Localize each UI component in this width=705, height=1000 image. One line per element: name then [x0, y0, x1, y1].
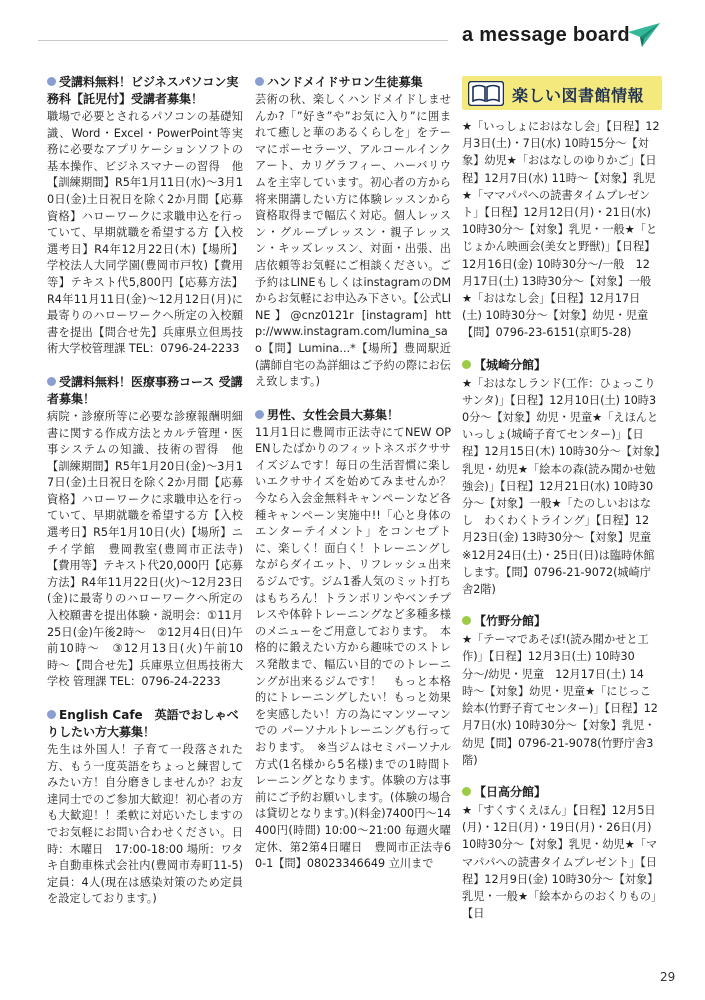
library-takeno — [462, 612, 660, 769]
library-branch-body: ★「おはなしランド(工作：ひょっこりサンタ)」【日程】12月10日(土) 10時30分〜【対象】幼児・児童★「えほんといっしょ(城崎子育てセンター)」【日程】12月15日(木) 10時30分〜【対象】乳児・幼児★「絵本の森(読み聞かせ勉強会)」【日程】12月21日(水) 10時30分〜【対象】一般★「たのしいおはなし わくわくトライング」【日程】12月23日(金) 13時30分〜【対象】児童※12月24日(土)・25日(日)は臨時休館します。【問】0796-21-9072(城崎庁舎2階) — [462, 376, 660, 597]
library-main — [462, 118, 660, 342]
paper-plane-icon — [626, 20, 662, 50]
notice-title: 受講料無料！ビジネスパソコン実務科【託児付】受講者募集！ — [47, 75, 239, 106]
bullet-dot — [47, 377, 56, 386]
notice-body: 職場で必要とされるパソコンの基礎知識、Word・Excel・PowerPoint等実務に必要なアプリケーションソフトの基本操作、ビジネスマナーの習得 他【訓練期間】R5年1月11日(水)〜3月10日(金)土日祝日を除く2か月間【応募資格】ハローワークに求職申込を行っていて、早期就職を希望する方【入校選考日】R4年12月22日(木)【場所】学校法人大同学園(豊岡市戸牧)【費用等】テキスト代5,800円【応募方法】R4年11月11日(金)〜12月12日(月)に最寄りのハローワークへ所定の入校願書を提出【問合せ先】兵庫県立但馬技術大学校管理課 TEL：0796-24-2233 — [47, 110, 243, 356]
notice-fitness-gym — [255, 407, 451, 873]
open-book-icon — [468, 81, 504, 106]
library-branch-title: 【城崎分館】 — [462, 356, 660, 374]
library-kinosaki — [462, 356, 660, 599]
notice-title: 男性、女性会員大募集！ — [255, 407, 451, 424]
bullet-dot — [47, 710, 56, 719]
library-hidaka — [462, 783, 660, 922]
notice-body: 11月1日に豊岡市正法寺にてNEW OPENしたばかりのフィットネスボクササイズジムです！毎日の生活習慣に楽しいエクササイズを始めてみませんか？今なら入会金無料キャンペーンなど各種キャンペーン実施中!!「心と身体のエンターテイメント」をコンセプトに、楽しく！面白く！トレーニングしながらダイエット、リフレッシュ出来るジムです。ジム1番人気のミット打ちはもちろん！トランポリンやベンチプレスや体幹トレーニングなど多種多様のメニューをご用意しております。 本格的に鍛えたい方から趣味でのストレス発散まで、幅広い目的でのトレーニングが出来るジムです！ もっと本格的にトレーニングしたい！もっと効果を実感したい！方の為にマンツーマンでの パーソナルトレーニングも行っております。 ※当ジムはセミパーソナル方式(1名様から5名様)までの1時間トレーニングとなります。体験の方は事前にご予約お願いします。(体験の場合は貸切となります。)(料金)7400円〜14400円(時間) 10:00〜21:00 毎週火曜定休、第2第4日曜日 豊岡市正法寺60-1【問】08023346649 立川まで — [255, 425, 451, 871]
notice-body: 芸術の秋、楽しくハンドメイドしませんか?「”好き”や”お気に入り”に囲まれて癒しと華のあるくらしを」をテーマにポーセラーツ、アルコールインクアート、カリグラフィー、ハーバリウムを主宰しています。初心者の方から将来開講したい方に体験レッスンから資格取得まで幅広く対応。個人レッスン・グループレッスン・親子レッスン・キッズレッスン、対面・出張、出店依頼等お気軽にご相談ください。ご予約はLINEもしくはinstagramのDMからお気軽にお申込み下さい。【公式LINE】@cnz0121r [instagram] http://www.instagram.com/lumina_sao【問】Lumina...*【場所】豊岡駅近(講師自宅の為詳細はご予約の際にお伝え致します。) — [255, 93, 451, 389]
column-1 — [47, 74, 243, 924]
library-banner-title: 楽しい図書館情報 — [512, 86, 645, 105]
notice-medical-course — [47, 374, 243, 691]
library-branch-title: 【日高分館】 — [462, 783, 660, 801]
header-title: a message board — [462, 24, 630, 46]
bullet-dot — [462, 360, 471, 369]
library-branch-body: ★「テーマであそぼ!(読み聞かせと工作)」【日程】12月3日(土) 10時30分〜/幼児・児童 12月17日(土) 14時〜【対象】幼児・児童★「にじっこ絵本(竹野子育てセンター)」【日程】12月7日(水) 10時30分〜【対象】乳児・幼児【問】0796-21-9078(竹野庁舎3階) — [462, 633, 658, 767]
notice-english-cafe — [47, 707, 243, 908]
bullet-dot — [255, 77, 264, 86]
bullet-dot — [255, 410, 264, 419]
library-branch-title: 【竹野分館】 — [462, 612, 660, 630]
notice-handmade-salon — [255, 74, 451, 391]
notice-title: 受講料無料！医療事務コース 受講者募集！ — [47, 374, 243, 406]
notice-title: English Cafe 英語でおしゃべりしたい方大募集！ — [47, 708, 239, 739]
header-rule — [38, 40, 448, 41]
column-2 — [255, 74, 451, 889]
column-3 — [462, 118, 660, 936]
bullet-dot — [47, 77, 56, 86]
bullet-dot — [462, 787, 471, 796]
notice-body: 病院・診療所等に必要な診療報酬明細書に関する作成方法とカルテ管理・医事システムの知識、技術の習得 他【訓練期間】R5年1月20日(金)〜3月17日(金)土日祝日を除く2か月間【応募資格】ハローワークに求職申込を行っていて、早期就職を希望する方【入校選考日】R5年1月10日(火)【場所】ニチイ学館 豊岡教室(豊岡市正法寺)【費用等】テキスト代20,000円【応募方法】R4年11月22日(火)〜12月23日(金)に最寄りのハローワークへ所定の入校願書を提出体験・説明会：①11月25日(金)午後2時〜 ②12月4日(日)午前10時〜 ③12月13日(火)午前10時〜【問合せ先】兵庫県立但馬技術大学校 管理課 TEL：0796-24-2233 — [47, 409, 243, 689]
page-number: 29 — [660, 970, 676, 984]
notice-body: 先生は外国人！子育て一段落された方、もう一度英語をちょっと練習してみたい方！自分磨きしませんか？お友達同士でのご参加大歓迎！初心者の方も大歓迎！！柔軟に対応いたしますのでお気軽にお問い合わせください。日時：木曜日 17:00-18:00 場所：ワタキ自動車株式会社内(豊岡市寿町11-5) 定員：4人(現在は感染対策のため定員を設定しております。) — [47, 743, 243, 906]
library-branch-body: ★「すくすくえほん」【日程】12月5日(月)・12日(月)・19日(月)・26日(月) 10時30分〜【対象】乳児・幼児★「ママパパへの読書タイムプレゼント」【日程】12月9日(金) 10時30分〜【対象】乳児・一般★「絵本からのおくりもの」【日 — [462, 803, 659, 921]
bullet-dot — [462, 616, 471, 625]
notice-title: ハンドメイドサロン生徒募集 — [255, 74, 451, 91]
notice-pc-course — [47, 74, 243, 358]
library-main-body: ★「いっしょにおはなし会」【日程】12月3日(土)・7日(水) 10時15分〜【対象】幼児★「おはなしのゆりかご」【日程】12月7日(水) 11時〜【対象】乳児★「ママパパへの読書タイムプレゼント」【日程】12月12日(月)・21日(水) 10時30分〜【対象】乳児・一般★「とじょかん映画会(美女と野獣)」【日程】12月16日(金) 10時30分〜/一般 12月17日(土) 13時30分〜【対象】一般★「おはなし会」【日程】12月17日(土) 10時30分〜【対象】幼児・児童【問】0796-23-6151(京町5-28) — [462, 120, 660, 340]
library-banner — [462, 76, 662, 110]
